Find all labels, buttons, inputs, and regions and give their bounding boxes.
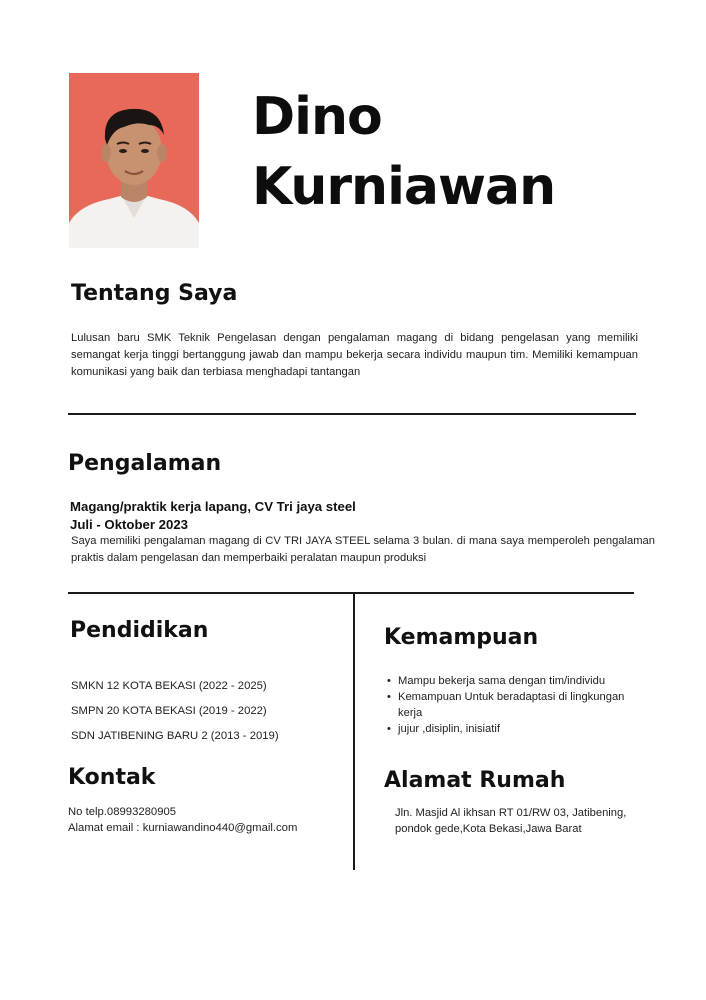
education-item: SDN JATIBENING BARU 2 (2013 - 2019) xyxy=(71,730,279,742)
address-text: Jln. Masjid Al ikhsan RT 01/RW 03, Jatibening, pondok gede,Kota Bekasi,Jawa Barat xyxy=(395,807,627,835)
education-item: SMKN 12 KOTA BEKASI (2022 - 2025) xyxy=(71,680,267,692)
full-name xyxy=(252,82,672,222)
profile-photo xyxy=(69,73,199,248)
contact-phone: No telp.08993280905 xyxy=(68,806,177,818)
skills-heading: Kemampuan xyxy=(384,625,539,650)
column-divider xyxy=(353,593,355,870)
divider-about xyxy=(68,413,636,415)
education-item: SMPN 20 KOTA BEKASI (2019 - 2022) xyxy=(71,705,267,717)
experience-title: Magang/praktik kerja lapang, CV Tri jaya steel xyxy=(70,499,356,514)
skill-item: • jujur ,disiplin, inisiatif xyxy=(387,721,645,737)
contact-email: Alamat email : kurniawandino440@gmail.com xyxy=(68,822,298,834)
experience-heading: Pengalaman xyxy=(68,451,222,476)
skill-item: • Kemampuan Untuk beradaptasi di lingkungan kerja xyxy=(387,689,645,721)
contact-heading: Kontak xyxy=(68,765,156,790)
divider-experience xyxy=(68,592,634,594)
last-name: Kurniawan xyxy=(252,157,556,217)
about-heading: Tentang Saya xyxy=(71,281,238,306)
skills-list xyxy=(387,673,645,737)
education-heading: Pendidikan xyxy=(70,618,209,643)
experience-date: Juli - Oktober 2023 xyxy=(70,517,188,532)
skill-item: • Mampu bekerja sama dengan tim/individu xyxy=(387,673,645,689)
experience-description: Saya memiliki pengalaman magang di CV TRI JAYA STEEL selama 3 bulan. di mana saya memperoleh pengalaman praktis dalam pengelasan dan memperbaiki peralatan maupun produksi xyxy=(71,535,655,564)
about-text: Lulusan baru SMK Teknik Pengelasan dengan pengalaman magang di bidang pengelasan yang memiliki semangat kerja tinggi bertanggung jawab dan mampu bekerja secara individu maupun tim. Memiliki kemampuan komunikasi yang baik dan terbiasa menghadapi tantangan xyxy=(71,332,638,378)
first-name: Dino xyxy=(252,87,382,147)
address-heading: Alamat Rumah xyxy=(384,768,566,793)
